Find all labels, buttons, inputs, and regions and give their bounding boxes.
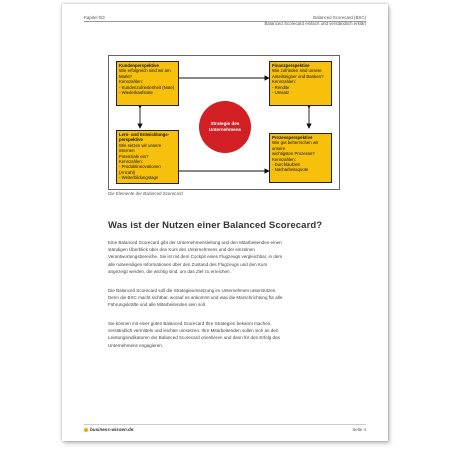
text-line: Sie können mit einer guten Balanced Scorecard Ihre Strategien bekannt machen, (108, 321, 272, 326)
circle-label-line: Strategie des (210, 121, 240, 127)
box-line: - Rendite (272, 84, 290, 90)
text-line: Verantwortungsbereiche. Sie ist mit dem Cockpit eines Flugzeugs vergleichbar, in dem (108, 254, 283, 260)
circle-label-line: Unternehmens (208, 127, 242, 132)
header-title: Balanced Scorecard (BSC) (313, 15, 366, 20)
strategy-circle (199, 101, 251, 153)
box-line: - Produktinnovationen (Anzahl) (119, 164, 161, 175)
box-line: - Kundenzufriedenheit (Note) (119, 84, 175, 90)
text-line: Die Balanced Scorecard soll die Strategieumsetzung im Unternehmen unterstützen. (108, 288, 277, 293)
footer-logo (84, 427, 133, 432)
box-line: - Weiterbildungstage (119, 175, 159, 181)
box-finanzperspektive (269, 61, 332, 106)
box-line: - Nacharbeitsquote (272, 167, 309, 173)
bsc-figure (108, 55, 340, 190)
box-kundenperspektive (116, 61, 179, 106)
section-heading: Was ist der Nutzen einer Balanced Scorecard? (108, 220, 323, 231)
text-line: Unternehmens engagieren. (108, 342, 164, 348)
header-subtitle: Balanced Scorecard einfach und verständlich erklärt (264, 21, 366, 26)
figure-caption: Die Elemente der Balanced Scorecard (108, 191, 183, 196)
text-line: Führungskräfte und alle Mitarbeitenden sein soll. (108, 302, 207, 308)
text-line: Eine Balanced Scorecard gibt der Unternehmensleitung und den Mitarbeitenden einen (108, 240, 282, 245)
header-chapter: Kapitel 0/3 (84, 15, 105, 20)
box-line: Wie setzen wir unsere internen (119, 142, 162, 154)
box-line: Kennzahlen: (272, 156, 296, 162)
box-line: Anteilseigner und Banken? (272, 73, 324, 79)
logo-text: business-wissen.de (90, 427, 134, 432)
text-line: ständigen Überblick über den Kurs des Unternehmens und der einzelnen (108, 247, 255, 253)
box-line: - Umsatz (272, 90, 290, 96)
box-lern-entwicklungsperspektive (116, 130, 179, 184)
box-title: Kundenperspektive (119, 63, 159, 68)
box-line: Wie erfolgreich sind wir am (119, 68, 171, 74)
box-line: - Durchlaufzeit (272, 162, 300, 168)
text-line: verständlich vermitteln und leichter umsetzen. Ihre Mitarbeitenden sollen sich an den (108, 328, 279, 334)
text-line: Leistungsindikatoren der Balanced Scorecard orientieren und dann für den Erfolg des (108, 335, 280, 341)
box-line: wichtigsten Prozesse? (272, 151, 315, 157)
box-line: Markt? (119, 73, 133, 79)
page-number: Seite 4 (352, 427, 366, 432)
box-line: Kennzahlen: (119, 159, 143, 165)
logo-dot-icon (84, 428, 88, 432)
paragraph-2 (108, 287, 348, 309)
paragraph-1 (108, 239, 348, 275)
box-line: Wie gut beherrschen wir unsere (272, 140, 319, 151)
box-title: Prozessperspektive (272, 135, 313, 140)
box-line: - Wiederkaufsrate (119, 90, 153, 96)
box-line: Kennzahlen: (272, 79, 296, 85)
document-page (62, 4, 388, 441)
text-line: Denn die BSC macht sichtbar, worauf es ankommt und was die Marschrichtung für alle (108, 295, 283, 301)
box-prozessperspektive (269, 133, 332, 183)
header-divider (84, 21, 366, 22)
box-line: Wie zufrieden sind unsere (272, 68, 322, 74)
box-line: Potenziale ein? (119, 153, 149, 159)
box-title-line: perspektive (119, 137, 143, 143)
box-title-line: Lern- und Entwicklungs- (119, 132, 170, 137)
box-line: Kennzahlen: (119, 79, 143, 85)
box-title: Finanzperspektive (272, 63, 310, 68)
paragraph-3 (108, 320, 348, 349)
footer-divider (84, 424, 366, 425)
text-line: angezeigt werden, die wichtig sind, um das Ziel zu erreichen. (108, 268, 231, 274)
text-line: alle notwendigen Informationen über den Zustand des Flugzeugs und den Kurs (108, 261, 268, 267)
